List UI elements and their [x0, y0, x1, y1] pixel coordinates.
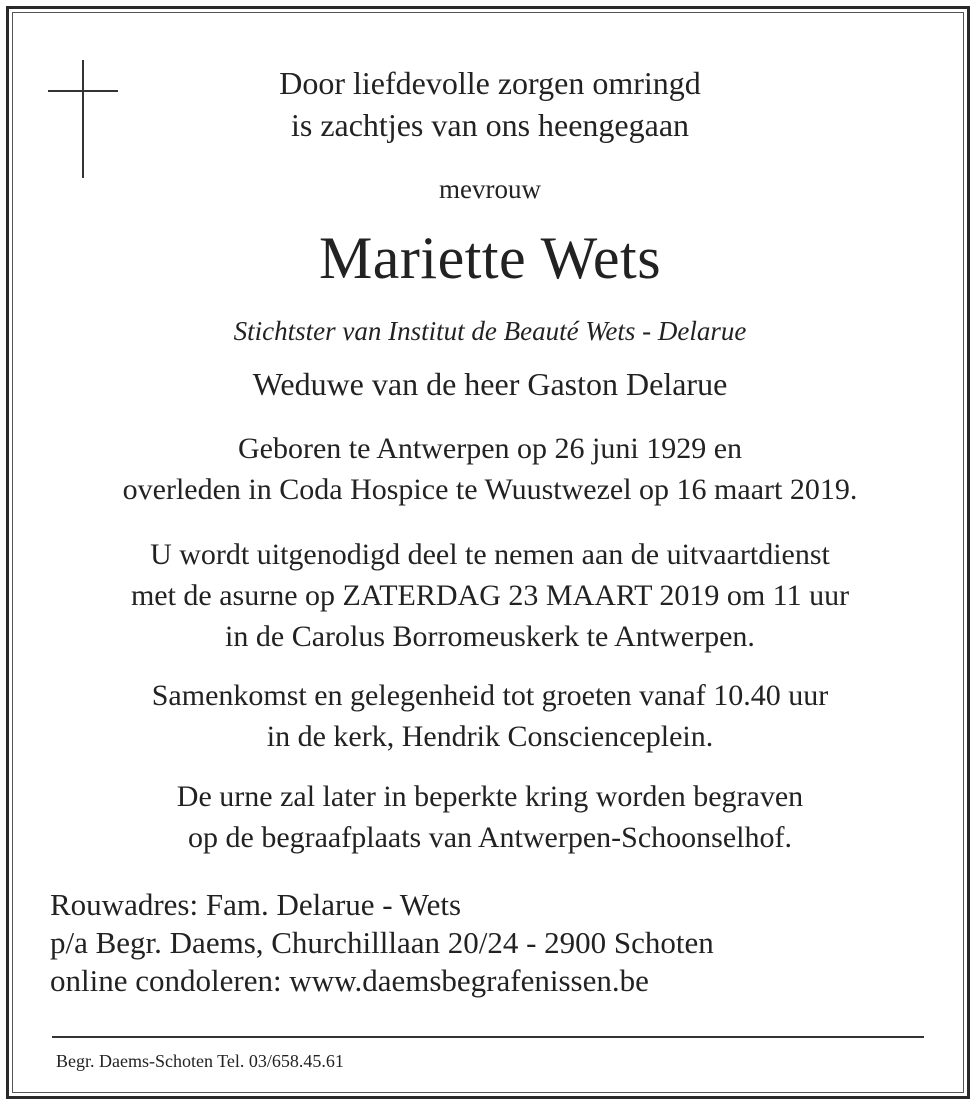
- widow-line: Weduwe van de heer Gaston Delarue: [252, 366, 728, 402]
- invitation-line: U wordt uitgenodigd deel te nemen aan de uitvaartdienst: [150, 538, 830, 571]
- invitation-line: met de asurne op ZATERDAG 23 MAART 2019 om 11 uur: [130, 579, 850, 612]
- address-line: Rouwadres: Fam. Delarue - Wets: [50, 887, 462, 922]
- birth-death-text: [0, 428, 980, 510]
- deceased-name: Mariette Wets: [318, 225, 662, 291]
- intro-line: is zachtjes van ons heengegaan: [290, 107, 690, 143]
- urn-line: op de begraafplaats van Antwerpen-Schoonselhof.: [188, 821, 792, 854]
- invitation-line: in de Carolus Borromeuskerk te Antwerpen.: [225, 620, 755, 653]
- gathering-line: in de kerk, Hendrik Conscienceplein.: [266, 720, 714, 753]
- mourning-address: [50, 886, 714, 1000]
- founder-line: Stichtster van Institut de Beauté Wets - Delarue: [233, 316, 747, 346]
- birth-line: Geboren te Antwerpen op 26 juni 1929 en: [237, 432, 743, 465]
- honorific: mevrouw: [439, 174, 541, 204]
- address-line: p/a Begr. Daems, Churchilllaan 20/24 - 2900 Schoten: [50, 925, 714, 960]
- invitation-text: [0, 534, 980, 657]
- condolence-link: online condoleren: www.daemsbegrafenissen.be: [50, 963, 649, 998]
- gathering-line: Samenkomst en gelegenheid tot groeten vanaf 10.40 uur: [151, 679, 829, 712]
- death-line: overleden in Coda Hospice te Wuustwezel op 16 maart 2019.: [122, 473, 858, 506]
- funeral-home-footer: Begr. Daems-Schoten Tel. 03/658.45.61: [56, 1051, 344, 1071]
- divider-line: [52, 1036, 924, 1038]
- intro-text: [0, 62, 980, 146]
- urn-line: De urne zal later in beperkte kring worden begraven: [176, 780, 804, 813]
- urn-text: [0, 776, 980, 858]
- intro-line: Door liefdevolle zorgen omringd: [279, 65, 701, 101]
- gathering-text: [0, 675, 980, 757]
